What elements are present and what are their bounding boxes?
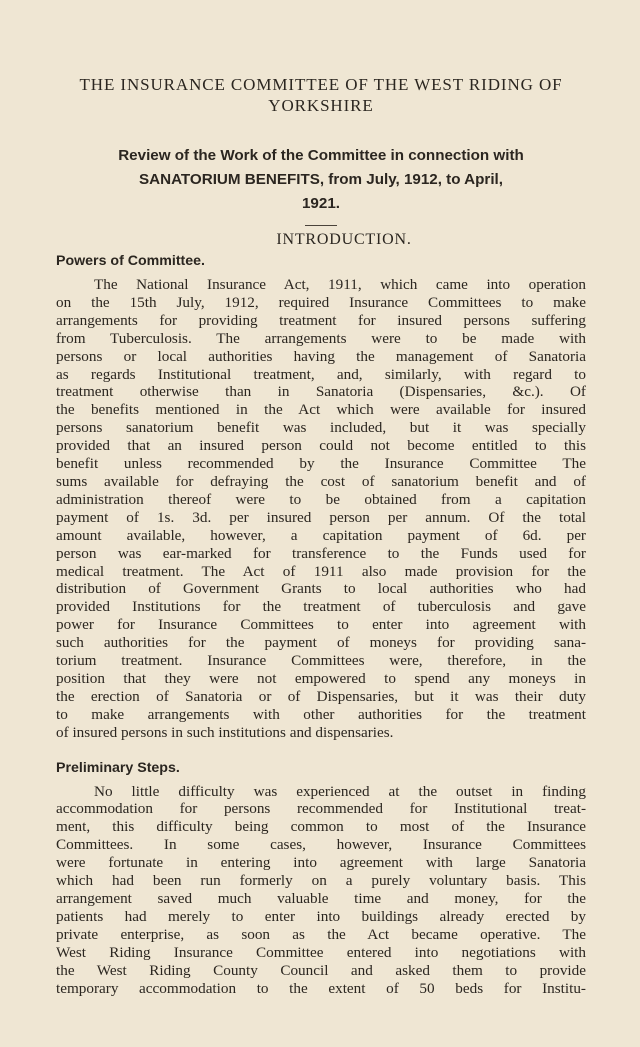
text-line: private enterprise, as soon as the Act became operative. The	[56, 925, 586, 943]
text-line: payment of 1s. 3d. per insured person per annum. Of the total	[56, 508, 586, 526]
title-line-1: THE INSURANCE COMMITTEE OF THE WEST RIDING OF	[79, 75, 563, 94]
text-line: No little difficulty was experienced at the outset in finding	[94, 782, 586, 800]
review-line: SANATORIUM BENEFITS, from July, 1912, to April,	[139, 171, 503, 188]
text-line: ment, this difficulty being common to most of the Insurance	[56, 818, 586, 836]
text-line: the West Riding County Council and asked them to provide	[56, 961, 586, 979]
text-line: were fortunate in entering into agreement with large Sanatoria	[56, 854, 586, 872]
text-line: as regards Institutional treatment, and, similarly, with regard to	[56, 365, 586, 383]
text-line: accommodation for persons recommended for Institutional treat-	[56, 800, 586, 818]
text-line: person was ear-marked for transference to the Funds used for	[56, 544, 586, 562]
text-line: to make arrangements with other authorities for the treatment	[56, 705, 586, 723]
review-line: Review of the Work of the Committee in connection with	[118, 147, 524, 164]
text-line: provided Institutions for the treatment of tuberculosis and gave	[56, 598, 586, 616]
divider-rule	[305, 225, 337, 226]
text-line: treatment otherwise than in Sanatoria (Dispensaries, &c.). Of	[56, 383, 586, 401]
text-line: medical treatment. The Act of 1911 also made provision for the	[56, 562, 586, 580]
text-line: such authorities for the payment of moneys for providing sana-	[56, 634, 586, 652]
text-line: temporary accommodation to the extent of 50 beds for Institu-	[56, 979, 586, 997]
text-line: benefit unless recommended by the Insurance Committee The	[56, 455, 586, 473]
paragraph-preliminary	[56, 783, 586, 998]
text-line: arrangement saved much valuable time and money, for the	[56, 890, 586, 907]
text-line: West Riding Insurance Committee entered into negotiations with	[56, 943, 586, 961]
document-title	[56, 74, 586, 116]
text-line: of insured persons in such institutions and dispensaries.	[56, 723, 394, 741]
review-heading	[56, 144, 586, 216]
text-line: provided that an insured person could not become entitled to this	[56, 437, 586, 455]
review-line: 1921.	[301, 195, 340, 212]
text-line: amount available, however, a capitation payment of 6d. per	[56, 526, 586, 544]
text-line: which had been run formerly on a purely voluntary basis. This	[56, 872, 586, 890]
text-line: position that they were not empowered to spend any moneys in	[56, 669, 586, 687]
text-line: Committees. In some cases, however, Insurance Committees	[56, 836, 586, 854]
text-line: on the 15th July, 1912, required Insurance Committees to make	[56, 293, 586, 311]
section-heading-preliminary: Preliminary Steps.	[56, 759, 180, 776]
text-line: persons or local authorities having the management of Sanatoria	[56, 347, 586, 365]
text-line: the erection of Sanatoria or of Dispensaries, but it was their duty	[56, 687, 586, 705]
text-line: administration thereof were to be obtained from a capitation	[56, 490, 586, 508]
text-line: persons sanatorium benefit was included, but it was specially	[56, 419, 586, 437]
text-line: the benefits mentioned in the Act which were available for insured	[56, 401, 586, 419]
text-line: The National Insurance Act, 1911, which came into operation	[94, 276, 586, 293]
text-line: from Tuberculosis. The arrangements were to be made with	[56, 329, 586, 347]
title-line-2: YORKSHIRE	[268, 96, 374, 115]
text-line: torium treatment. Insurance Committees were, therefore, in the	[56, 652, 586, 670]
text-line: patients had merely to enter into buildings already erected by	[56, 907, 586, 925]
paragraph-powers	[56, 276, 586, 742]
section-heading-powers: Powers of Committee.	[56, 253, 205, 269]
introduction-heading: INTRODUCTION.	[276, 231, 412, 248]
text-line: power for Insurance Committees to enter into agreement with	[56, 616, 586, 634]
text-line: sums available for defraying the cost of sanatorium benefit and of	[56, 472, 586, 490]
text-line: arrangements for providing treatment for insured persons suffering	[56, 311, 586, 329]
text-line: distribution of Government Grants to local authorities who had	[56, 580, 586, 598]
